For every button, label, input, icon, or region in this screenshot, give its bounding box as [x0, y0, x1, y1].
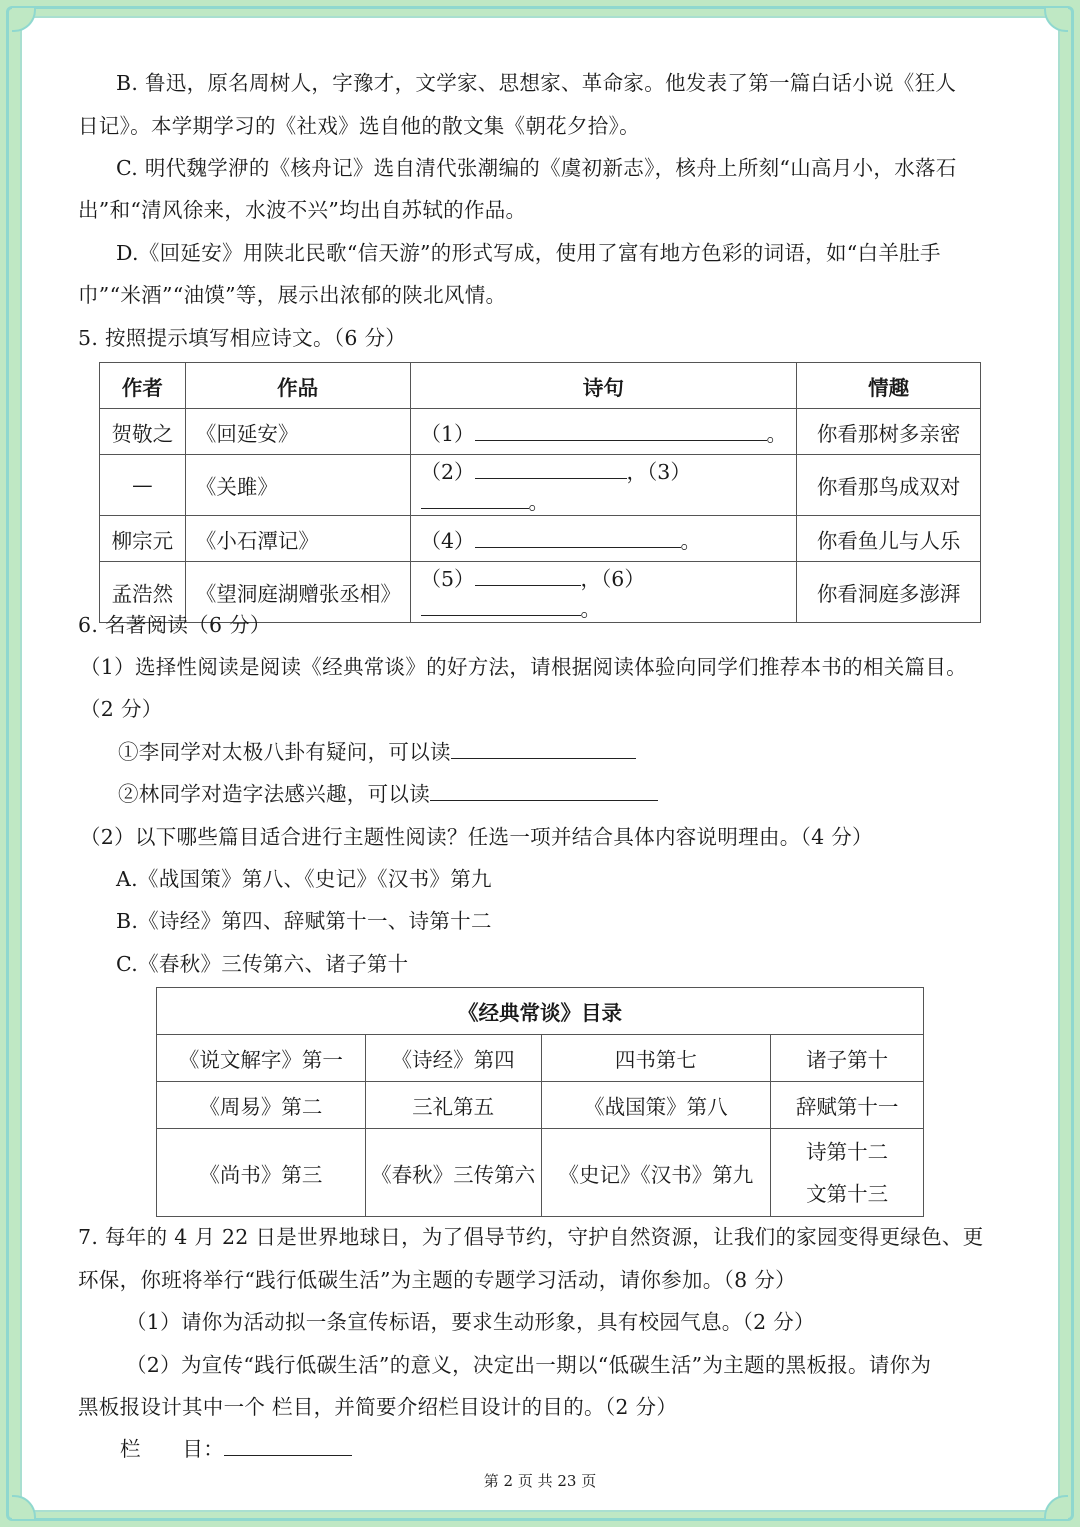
table-row [100, 409, 981, 455]
cell-work: 《回延安》 [185, 409, 410, 455]
q7-line2: 环保，你班将举行“践行低碳生活”为主题的专题学习活动，请你参加。（8 分） [78, 1268, 796, 1292]
q6-option-b: B.《诗经》第四、辞赋第十一、诗第十二 [116, 909, 492, 933]
q6-option-c: C.《春秋》三传第六、诸子第十 [116, 952, 409, 976]
answer-blank-5[interactable] [475, 567, 581, 586]
header-verse: 诗句 [410, 363, 797, 409]
blank-separator: ，（3） [626, 460, 691, 484]
table-row [157, 1082, 924, 1129]
q7-line1: 7. 每年的 4 月 22 日是世界地球日，为了倡导节约，守护自然资源，让我们的家园变得更绿色、更 [78, 1225, 984, 1249]
answer-blank-6[interactable] [421, 597, 581, 616]
q4-option-b-line1: B. 鲁迅，原名周树人，字豫才，文学家、思想家、革命家。他发表了第一篇白话小说《狂人 [116, 71, 957, 95]
q6-option-a: A.《战国策》第八、《史记》《汉书》第九 [116, 867, 492, 891]
cell-work: 《望洞庭湖赠张丞相》 [185, 562, 410, 623]
verse-end: 。 [580, 597, 601, 621]
cell-mood: 你看鱼儿与人乐 [797, 516, 981, 562]
toc-cell: 《诗经》第四 [365, 1035, 541, 1082]
q7-part2-line2: 黑板报设计其中一个 栏目，并简要介绍栏目设计的目的。（2 分） [78, 1395, 678, 1419]
cell-verse [410, 455, 797, 516]
header-work: 作品 [185, 363, 410, 409]
answer-blank-3[interactable] [421, 490, 529, 509]
cell-author: 孟浩然 [100, 562, 186, 623]
column-label: 栏 目： [120, 1437, 224, 1461]
q5-title: 5. 按照提示填写相应诗文。（6 分） [78, 326, 407, 350]
toc-cell: 四书第七 [541, 1035, 771, 1082]
q6-part1-item-b [118, 777, 658, 807]
item-a-text: ①李同学对太极八卦有疑问，可以读 [118, 740, 451, 764]
toc-cell: 《春秋》三传第六 [365, 1129, 541, 1217]
toc-cell-top: 诗第十二 [806, 1139, 889, 1164]
blank-separator: ，（6） [580, 567, 645, 591]
header-author: 作者 [100, 363, 186, 409]
cell-verse [410, 562, 797, 623]
q4-option-c-line2: 出”和“清风徐来，水波不兴”均出自苏轼的作品。 [78, 198, 527, 222]
column-answer-blank[interactable] [224, 1437, 352, 1456]
toc-cell: 诸子第十 [771, 1035, 924, 1082]
verse-end: 。 [528, 490, 549, 514]
table-row [157, 1129, 924, 1217]
toc-table [156, 987, 924, 1217]
cell-mood: 你看那鸟成双对 [797, 455, 981, 516]
blank-number: （2） [420, 460, 475, 484]
q7-column-field [120, 1432, 352, 1462]
cell-mood: 你看洞庭多澎湃 [797, 562, 981, 623]
cell-work: 《小石潭记》 [185, 516, 410, 562]
toc-cell: 《战国策》第八 [541, 1082, 771, 1129]
answer-blank-1[interactable] [475, 422, 767, 441]
q7-part2-line1: （2）为宣传“践行低碳生活”的意义，决定出一期以“低碳生活”为主题的黑板报。请你为 [126, 1353, 932, 1377]
answer-blank-4[interactable] [475, 529, 681, 548]
toc-cell: 《尚书》第三 [157, 1129, 366, 1217]
table-row [157, 1035, 924, 1082]
cell-mood: 你看那树多亲密 [797, 409, 981, 455]
cell-author: 贺敬之 [100, 409, 186, 455]
toc-cell: 《说文解字》第一 [157, 1035, 366, 1082]
q4-option-b-line2: 日记》。本学期学习的《社戏》选自他的散文集《朝花夕拾》。 [78, 114, 640, 138]
toc-cell: 辞赋第十一 [771, 1082, 924, 1129]
toc-cell: 三礼第五 [365, 1082, 541, 1129]
q4-option-d-line2: 巾”“米酒”“油馍”等，展示出浓郁的陕北风情。 [78, 283, 507, 307]
q4-option-c-line1: C. 明代魏学洢的《核舟记》选自清代张潮编的《虞初新志》，核舟上所刻“山高月小，水落石 [116, 156, 957, 180]
blank-number: （4） [420, 528, 475, 553]
answer-blank-2[interactable] [475, 460, 627, 479]
blank-number: （5） [420, 567, 475, 591]
toc-cell [771, 1129, 924, 1217]
q6-title: 6. 名著阅读（6 分） [78, 613, 271, 637]
q4-option-d-line1: D.《回延安》用陕北民歌“信天游”的形式写成，使用了富有地方色彩的词语，如“白羊肚手 [116, 241, 941, 265]
toc-title: 《经典常谈》目录 [157, 988, 924, 1035]
q6-part2: （2）以下哪些篇目适合进行主题性阅读？任选一项并结合具体内容说明理由。（4 分） [80, 825, 873, 849]
answer-blank-li[interactable] [451, 740, 636, 759]
q7-part1: （1）请你为活动拟一条宣传标语，要求生动形象，具有校园气息。（2 分） [126, 1310, 815, 1334]
blank-number: （1） [420, 421, 475, 446]
cell-verse [410, 409, 797, 455]
verse-end: 。 [680, 528, 702, 553]
q6-part1-line2: （2 分） [80, 697, 163, 721]
page-number: 第 2 页 共 23 页 [483, 1472, 597, 1490]
cell-work: 《关雎》 [185, 455, 410, 516]
cell-author: 柳宗元 [100, 516, 186, 562]
table-row [100, 516, 981, 562]
answer-blank-lin[interactable] [430, 782, 658, 801]
toc-cell-bottom: 文第十三 [806, 1181, 889, 1206]
q6-part1-item-a [118, 735, 636, 765]
item-b-text: ②林同学对造字法感兴趣，可以读 [118, 782, 430, 806]
table-row [100, 455, 981, 516]
verse-end: 。 [766, 421, 788, 446]
cell-verse [410, 516, 797, 562]
header-mood: 情趣 [797, 363, 981, 409]
toc-cell: 《周易》第二 [157, 1082, 366, 1129]
toc-cell: 《史记》《汉书》第九 [541, 1129, 771, 1217]
poem-table-header [100, 363, 981, 409]
poem-table [99, 362, 981, 623]
q6-part1-line1: （1）选择性阅读是阅读《经典常谈》的好方法，请根据阅读体验向同学们推荐本书的相关篇目。 [80, 655, 967, 679]
cell-author: — [100, 455, 186, 516]
